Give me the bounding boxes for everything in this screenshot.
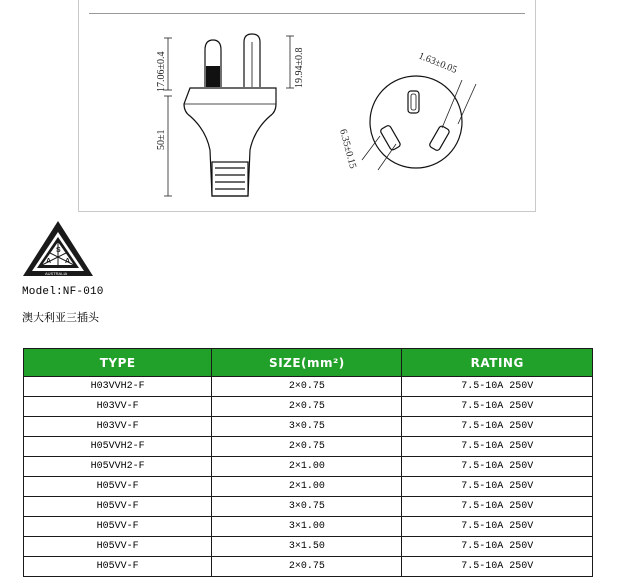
cell-type: H05VV-F bbox=[24, 477, 212, 497]
header-size: SIZE(mm²) bbox=[212, 349, 402, 377]
cell-type: H03VVH2-F bbox=[24, 377, 212, 397]
cell-rating: 7.5-10A 250V bbox=[402, 537, 593, 557]
header-rating: RATING bbox=[402, 349, 593, 377]
logo-letter-a1: A bbox=[46, 258, 52, 265]
table-row bbox=[24, 397, 593, 417]
cell-rating: 7.5-10A 250V bbox=[402, 497, 593, 517]
cell-type: H05VV-F bbox=[24, 537, 212, 557]
cell-type: H05VV-F bbox=[24, 517, 212, 537]
cell-type: H05VV-F bbox=[24, 497, 212, 517]
cell-size: 2×1.00 bbox=[212, 477, 402, 497]
logo-ring-text: AUSTRALIA bbox=[45, 271, 68, 276]
cell-type: H03VV-F bbox=[24, 397, 212, 417]
cell-size: 2×0.75 bbox=[212, 397, 402, 417]
product-name: 澳大利亚三插头 bbox=[22, 311, 99, 324]
cell-size: 2×0.75 bbox=[212, 557, 402, 577]
saa-certification-logo bbox=[20, 218, 96, 280]
cell-rating: 7.5-10A 250V bbox=[402, 417, 593, 437]
table-row bbox=[24, 377, 593, 397]
model-label: Model:NF-010 bbox=[22, 286, 104, 298]
spec-table-body bbox=[24, 377, 593, 577]
table-row bbox=[24, 477, 593, 497]
table-row bbox=[24, 517, 593, 537]
cell-type: H05VVH2-F bbox=[24, 437, 212, 457]
table-row bbox=[24, 557, 593, 577]
table-row bbox=[24, 537, 593, 557]
table-row bbox=[24, 497, 593, 517]
cell-rating: 7.5-10A 250V bbox=[402, 477, 593, 497]
plug-technical-drawing bbox=[78, 0, 536, 212]
logo-letter-a2: A bbox=[65, 258, 71, 265]
cell-size: 3×0.75 bbox=[212, 417, 402, 437]
cell-rating: 7.5-10A 250V bbox=[402, 397, 593, 417]
cell-type: H05VVH2-F bbox=[24, 457, 212, 477]
dim-pin-width: 1.63±0.05 bbox=[416, 50, 459, 76]
cell-rating: 7.5-10A 250V bbox=[402, 457, 593, 477]
table-row bbox=[24, 417, 593, 437]
cell-size: 3×0.75 bbox=[212, 497, 402, 517]
cell-type: H05VV-F bbox=[24, 557, 212, 577]
cell-rating: 7.5-10A 250V bbox=[402, 517, 593, 537]
table-row bbox=[24, 437, 593, 457]
cell-rating: 7.5-10A 250V bbox=[402, 557, 593, 577]
dim-side-height: 17.06±0.4 bbox=[156, 51, 167, 92]
cell-size: 2×0.75 bbox=[212, 437, 402, 457]
cell-rating: 7.5-10A 250V bbox=[402, 437, 593, 457]
cell-size: 2×0.75 bbox=[212, 377, 402, 397]
logo-letter-s: S bbox=[56, 247, 61, 254]
cell-rating: 7.5-10A 250V bbox=[402, 377, 593, 397]
spec-table bbox=[23, 348, 593, 577]
header-type: TYPE bbox=[24, 349, 212, 377]
spec-table-header bbox=[24, 349, 593, 377]
cell-size: 3×1.50 bbox=[212, 537, 402, 557]
dim-body-height: 50±1 bbox=[156, 129, 167, 150]
dim-pin-length: 19.94±0.8 bbox=[294, 47, 305, 88]
table-row bbox=[24, 457, 593, 477]
dim-pin-spacing: 6.35±0.15 bbox=[337, 127, 359, 170]
cell-type: H03VV-F bbox=[24, 417, 212, 437]
cell-size: 3×1.00 bbox=[212, 517, 402, 537]
cell-size: 2×1.00 bbox=[212, 457, 402, 477]
